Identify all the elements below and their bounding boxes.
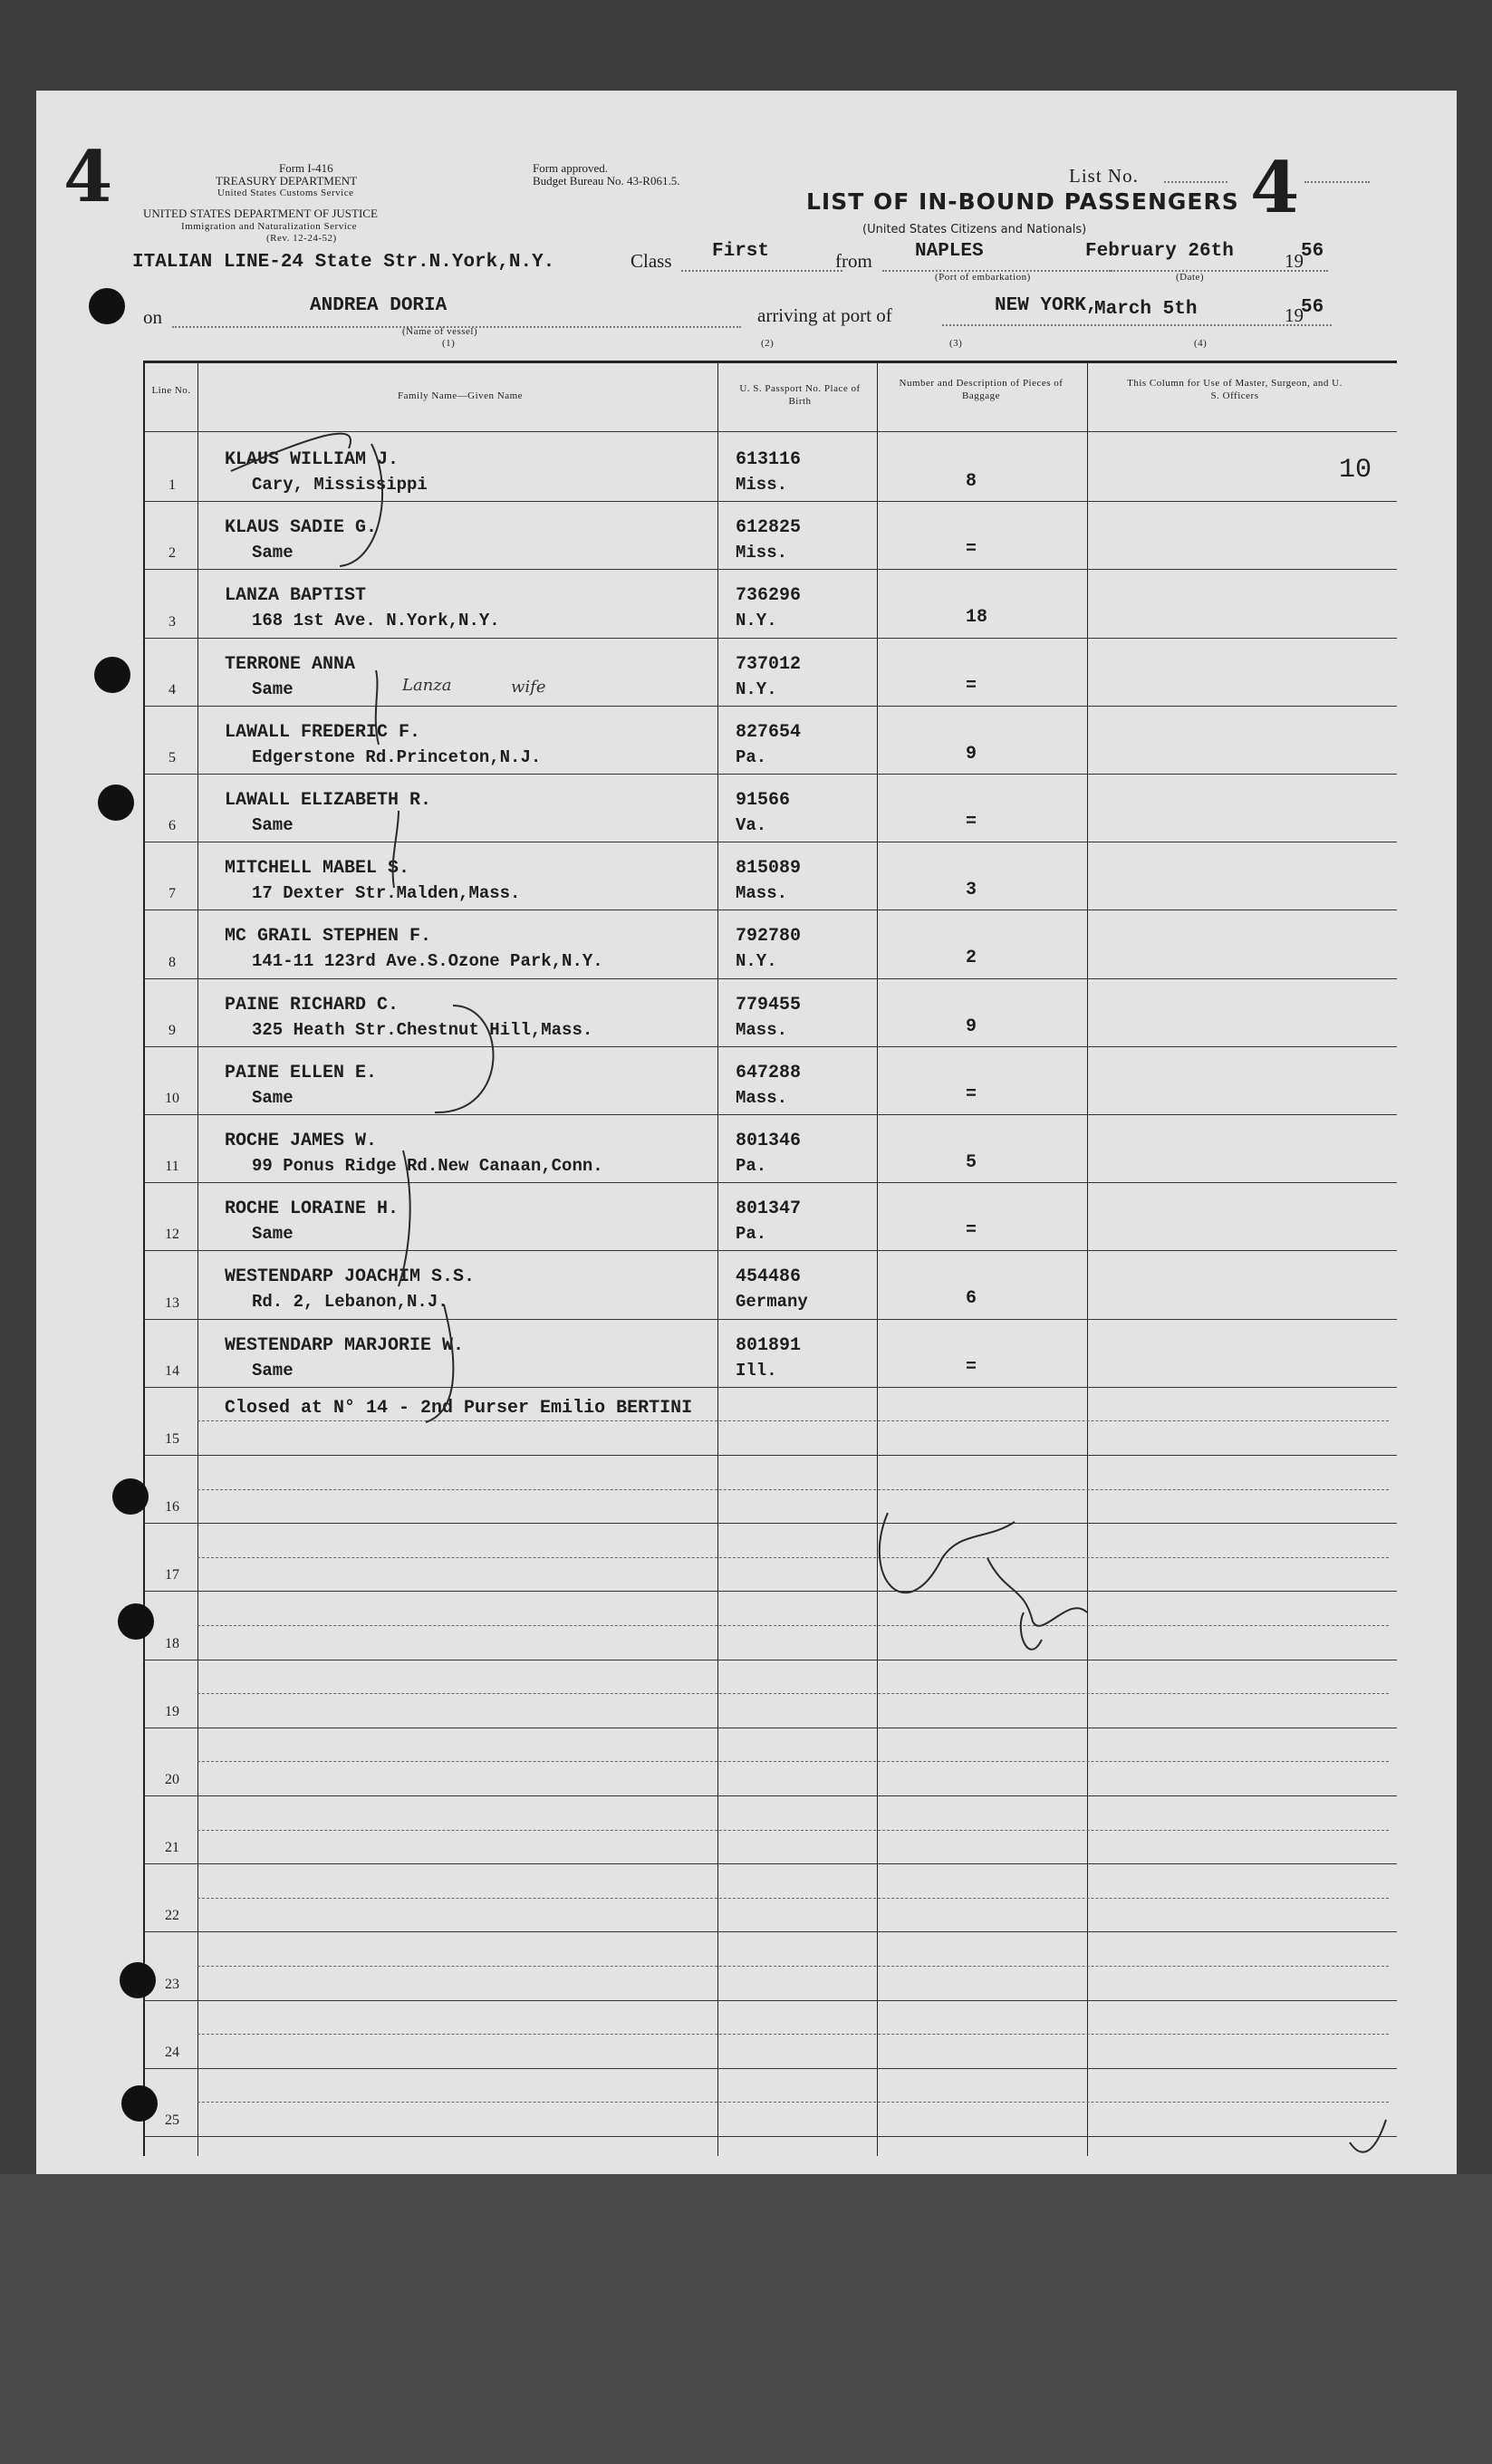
pencil-stroke-terrone xyxy=(376,670,379,745)
passenger-name: LANZA BAPTIST xyxy=(225,585,367,607)
baggage-count: = xyxy=(966,1083,977,1105)
page-title: LIST OF IN-BOUND PASSENGERS xyxy=(806,188,1239,215)
baggage-count: = xyxy=(966,1220,977,1242)
signature-stroke-1 xyxy=(880,1513,1015,1593)
passenger-name: MITCHELL MABEL S. xyxy=(225,858,410,880)
passenger-name: LAWALL FREDERIC F. xyxy=(225,721,421,743)
baggage-count: 9 xyxy=(966,1015,977,1037)
baggage-count: = xyxy=(966,812,977,833)
baggage-count: 8 xyxy=(966,471,977,492)
binder-hole xyxy=(89,288,125,324)
passenger-address: Same xyxy=(252,1087,294,1108)
line-number: 15 xyxy=(165,1430,179,1447)
passport-number: 91566 xyxy=(736,790,791,811)
passport-number: 792780 xyxy=(736,926,802,948)
vessel-label: (Name of vessel) xyxy=(402,326,478,337)
place-of-birth: Mass. xyxy=(736,883,788,904)
place-of-birth: Mass. xyxy=(736,1019,788,1040)
line-number: 25 xyxy=(165,2112,179,2128)
port-of-embarkation-label: (Port of embarkation) xyxy=(935,272,1031,283)
passport-number: 647288 xyxy=(736,1062,802,1083)
place-of-birth: N.Y. xyxy=(736,611,777,631)
passenger-address: Rd. 2, Lebanon,N.J. xyxy=(252,1292,448,1313)
pencil-bracket-paine xyxy=(435,1006,494,1112)
arriving-label: arriving at port of xyxy=(757,304,892,326)
arrival-date: March 5th xyxy=(1094,299,1198,320)
form-number: Form I-416 xyxy=(279,161,333,175)
passenger-name: WESTENDARP JOACHIM S.S. xyxy=(225,1266,476,1288)
list-number-right: 4 xyxy=(1250,147,1300,229)
line-number: 12 xyxy=(165,1227,179,1243)
page-subtitle: (United States Citizens and Nationals) xyxy=(862,223,1087,236)
baggage-count: 2 xyxy=(966,948,977,969)
arrival-year: 56 xyxy=(1301,297,1324,318)
departure-date: February 26th xyxy=(1085,241,1234,262)
line-number: 14 xyxy=(165,1362,179,1379)
place-of-birth: Miss. xyxy=(736,475,788,495)
binder-hole xyxy=(121,2085,158,2122)
binder-hole xyxy=(98,784,134,821)
passenger-address: 99 Ponus Ridge Rd.New Canaan,Conn. xyxy=(252,1156,603,1176)
line-number: 8 xyxy=(168,954,176,970)
pencil-check-1 xyxy=(231,434,351,471)
passenger-address: Cary, Mississippi xyxy=(252,475,428,495)
index-3: (3) xyxy=(949,338,963,349)
binder-hole xyxy=(112,1478,149,1515)
passenger-address: Same xyxy=(252,1224,294,1245)
passenger-address: Same xyxy=(252,543,294,563)
line-number: 22 xyxy=(165,1908,179,1924)
passenger-name: MC GRAIL STEPHEN F. xyxy=(225,926,432,948)
handwritten-wife: wife xyxy=(511,678,546,697)
class-label: Class xyxy=(630,250,672,272)
passport-number: 827654 xyxy=(736,721,802,743)
passport-number: 779455 xyxy=(736,994,802,1015)
revision: (Rev. 12-24-52) xyxy=(266,233,337,244)
passenger-name: KLAUS WILLIAM J. xyxy=(225,449,399,470)
passport-number: 815089 xyxy=(736,858,802,880)
col-header-baggage: Number and Description of Pieces of Baggage xyxy=(899,378,1064,401)
handwritten-marks xyxy=(36,91,1457,2174)
place-of-birth: Mass. xyxy=(736,1087,788,1108)
pencil-bracket-westendarp xyxy=(426,1304,453,1422)
from-label: from xyxy=(835,250,872,272)
pencil-check-bottom xyxy=(1350,2120,1386,2152)
list-no-label: List No. xyxy=(1069,165,1139,187)
col-header-passport: U. S. Passport No. Place of Birth xyxy=(739,383,861,407)
passenger-address: Same xyxy=(252,815,294,835)
place-of-birth: Miss. xyxy=(736,543,788,563)
place-of-birth: Pa. xyxy=(736,1224,767,1245)
justice-line2: Immigration and Naturalization Service xyxy=(181,221,358,232)
passenger-name: LAWALL ELIZABETH R. xyxy=(225,790,432,811)
signature-stroke-2 xyxy=(987,1558,1087,1626)
port-of-embarkation: NAPLES xyxy=(915,241,984,262)
passenger-address: Edgerstone Rd.Princeton,N.J. xyxy=(252,746,542,767)
baggage-count: 9 xyxy=(966,743,977,765)
passenger-address: 325 Heath Str.Chestnut Hill,Mass. xyxy=(252,1019,593,1040)
line-number: 6 xyxy=(168,818,176,834)
line-agent: ITALIAN LINE-24 State Str.N.York,N.Y. xyxy=(132,252,555,273)
passenger-name: ROCHE LORAINE H. xyxy=(225,1198,399,1220)
passport-number: 454486 xyxy=(736,1266,802,1288)
closed-note: Closed at N° 14 - 2nd Purser Emilio BERTINI xyxy=(225,1397,693,1419)
col-header-officers: This Column for Use of Master, Surgeon, and U. S. Officers xyxy=(1127,378,1343,401)
line-number: 7 xyxy=(168,886,176,902)
arrival-port: NEW YORK, xyxy=(995,295,1098,316)
line-number: 9 xyxy=(168,1022,176,1038)
pencil-bracket-roche xyxy=(399,1150,410,1286)
treasury-line2: United States Customs Service xyxy=(217,188,354,198)
manifest-page xyxy=(36,91,1457,2174)
passport-number: 736296 xyxy=(736,585,802,607)
passenger-name: PAINE RICHARD C. xyxy=(225,994,399,1015)
passport-number: 801891 xyxy=(736,1334,802,1356)
handwritten-lanza: Lanza xyxy=(402,676,452,695)
line-number: 2 xyxy=(168,545,176,562)
line-number: 3 xyxy=(168,613,176,630)
pencil-stroke-lawall xyxy=(393,811,399,888)
line-number: 23 xyxy=(165,1976,179,1992)
baggage-count: 3 xyxy=(966,880,977,901)
budget-bureau: Budget Bureau No. 43-R061.5. xyxy=(533,174,680,188)
passenger-address: Same xyxy=(252,679,294,699)
form-approved: Form approved. xyxy=(533,161,609,175)
passenger-address: 17 Dexter Str.Malden,Mass. xyxy=(252,883,521,904)
binder-hole xyxy=(120,1962,156,1998)
line-number: 16 xyxy=(165,1499,179,1516)
baggage-count: 18 xyxy=(966,607,988,629)
passenger-name: WESTENDARP MARJORIE W. xyxy=(225,1334,465,1356)
passport-number: 613116 xyxy=(736,449,802,470)
baggage-count: = xyxy=(966,675,977,697)
line-number: 20 xyxy=(165,1771,179,1787)
place-of-birth: Pa. xyxy=(736,1156,767,1176)
departure-year: 56 xyxy=(1301,241,1324,262)
binder-hole xyxy=(94,657,130,693)
index-2: (2) xyxy=(761,338,775,349)
passenger-address: 168 1st Ave. N.York,N.Y. xyxy=(252,611,500,631)
line-number: 13 xyxy=(165,1295,179,1311)
pencil-bracket-klaus xyxy=(340,444,382,566)
year-prefix-1: 19 xyxy=(1285,250,1304,272)
line-number: 21 xyxy=(165,1840,179,1856)
place-of-birth: Va. xyxy=(736,815,767,835)
binder-hole xyxy=(118,1603,154,1640)
passenger-name: ROCHE JAMES W. xyxy=(225,1131,378,1151)
passenger-name: TERRONE ANNA xyxy=(225,653,356,675)
passport-number: 801346 xyxy=(736,1131,802,1151)
passenger-name: KLAUS SADIE G. xyxy=(225,517,378,539)
passport-number: 801347 xyxy=(736,1198,802,1220)
line-number: 11 xyxy=(165,1159,179,1175)
baggage-count: = xyxy=(966,539,977,561)
line-number: 10 xyxy=(165,1090,179,1106)
scanner-background xyxy=(0,2174,1492,2464)
class-value: First xyxy=(712,241,770,262)
col-header-line-no: Line No. xyxy=(151,385,191,396)
year-prefix-2: 19 xyxy=(1285,304,1304,326)
baggage-count: 5 xyxy=(966,1152,977,1173)
treasury-line1: TREASURY DEPARTMENT xyxy=(216,174,358,188)
line-number: 1 xyxy=(168,477,176,494)
date-label: (Date) xyxy=(1176,272,1205,283)
vessel-index: (1) xyxy=(442,338,456,349)
line-number: 4 xyxy=(168,681,176,698)
baggage-count: = xyxy=(966,1356,977,1378)
col-header-name: Family Name—Given Name xyxy=(397,390,524,401)
officer-note: 10 xyxy=(1339,455,1372,486)
passport-number: 737012 xyxy=(736,653,802,675)
on-label: on xyxy=(143,306,162,328)
passenger-name: PAINE ELLEN E. xyxy=(225,1062,378,1083)
line-number: 19 xyxy=(165,1703,179,1719)
line-number: 24 xyxy=(165,2044,179,2060)
baggage-count: 6 xyxy=(966,1288,977,1310)
line-number: 18 xyxy=(165,1635,179,1651)
place-of-birth: N.Y. xyxy=(736,679,777,699)
passenger-address: 141-11 123rd Ave.S.Ozone Park,N.Y. xyxy=(252,951,603,972)
place-of-birth: N.Y. xyxy=(736,951,777,972)
passenger-address: Same xyxy=(252,1360,294,1381)
place-of-birth: Germany xyxy=(736,1292,808,1313)
justice-line1: UNITED STATES DEPARTMENT OF JUSTICE xyxy=(143,207,378,220)
list-number-left: 4 xyxy=(63,136,113,218)
passport-number: 612825 xyxy=(736,517,802,539)
place-of-birth: Ill. xyxy=(736,1360,777,1381)
line-number: 5 xyxy=(168,749,176,765)
vessel-name: ANDREA DORIA xyxy=(310,295,448,316)
line-number: 17 xyxy=(165,1567,179,1583)
index-4: (4) xyxy=(1194,338,1208,349)
place-of-birth: Pa. xyxy=(736,746,767,767)
